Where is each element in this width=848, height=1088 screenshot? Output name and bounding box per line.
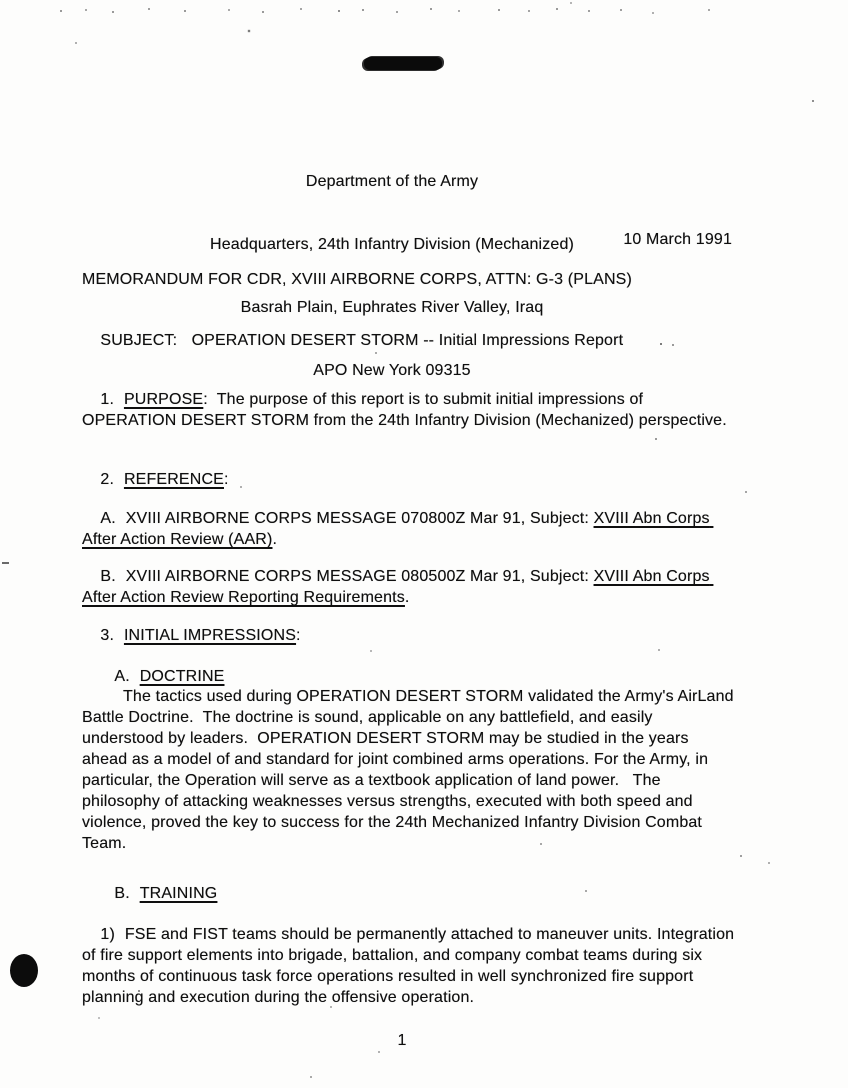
section-heading: INITIAL IMPRESSIONS: [123, 627, 297, 644]
section-body: : The purpose of this report is to submit initial impressions of OPERATION DESERT STORM from the 24th Infantry Division (Mechanized) perspective.: [82, 391, 727, 429]
training-paragraph: [82, 903, 737, 1029]
hole-punch-mark: [10, 954, 38, 987]
reference-suffix: .: [404, 589, 410, 606]
section-number: 3.: [100, 627, 115, 644]
scan-speckle-artifacts: [0, 0, 2, 2]
memorandum-for-line: MEMORANDUM FOR CDR, XVIII AIRBORNE CORPS, ATTN: G-3 (PLANS): [82, 271, 632, 288]
letterhead-hq: Headquarters, 24th Infantry Division (Mechanized): [210, 236, 574, 253]
item-letter: B.: [100, 568, 116, 585]
redaction-mark: [364, 57, 442, 70]
section-purpose: [82, 368, 737, 452]
scan-margin-mark: [2, 562, 9, 564]
subsection-heading: TRAINING: [139, 885, 218, 902]
section-heading: REFERENCE: [123, 471, 224, 488]
subsection-heading: DOCTRINE: [139, 668, 225, 685]
reference-suffix: .: [272, 531, 278, 548]
subsection-letter: A.: [114, 668, 130, 685]
letterhead-location: Basrah Plain, Euphrates River Valley, Iraq: [240, 299, 544, 316]
letterhead-apo: APO New York 09315: [313, 362, 471, 379]
reference-title-underlined: XVIII Abn Corps After Action Review (AAR): [82, 510, 714, 548]
letterhead-org: Department of the Army: [305, 173, 479, 190]
subsection-letter: B.: [114, 885, 130, 902]
doctrine-paragraph: The tactics used during OPERATION DESERT STORM validated the Army's AirLand Battle Doctrine. The doctrine is sound, applicable on any battlefield, and easily understood by leaders. OPERATION DESERT STORM may be studied in the years ahead as a model of and standard for joint combined arms operations. For the Army, in particular, the Operation will serve as a textbook application of land power. The philosophy of attacking weaknesses versus strengths, executed with both speed and violence, proved the key to success for the 24th Mechanized Infantry Division Combat Team.: [82, 688, 739, 852]
section-heading-suffix: :: [296, 627, 301, 644]
item-number: 1): [100, 926, 115, 943]
section-number: 2.: [100, 471, 115, 488]
subject-text: OPERATION DESERT STORM -- Initial Impressions Report: [191, 332, 624, 349]
section-number: 1.: [100, 391, 115, 408]
reference-text: XVIII AIRBORNE CORPS MESSAGE 070800Z Mar 91, Subject:: [125, 510, 594, 527]
subject-label: SUBJECT:: [100, 332, 178, 349]
subject-line: [82, 309, 737, 372]
section-heading-suffix: :: [223, 471, 229, 488]
reference-text: XVIII AIRBORNE CORPS MESSAGE 080500Z Mar 91, Subject:: [125, 568, 594, 585]
date-line: 10 March 1991: [623, 231, 732, 248]
section-heading: PURPOSE: [123, 391, 204, 408]
training-item-text: FSE and FIST teams should be permanently attached to maneuver units. Integration of fire support elements into brigade, battalion, and company combat teams during six months of continuous task force operations resulted in well synchronized fire support planning and execution during the offensive operation.: [82, 926, 739, 1006]
item-letter: A.: [100, 510, 116, 527]
reference-title-underlined: XVIII Abn Corps After Action Review Reporting Requirements: [82, 568, 714, 606]
page-number: 1: [397, 1032, 407, 1049]
